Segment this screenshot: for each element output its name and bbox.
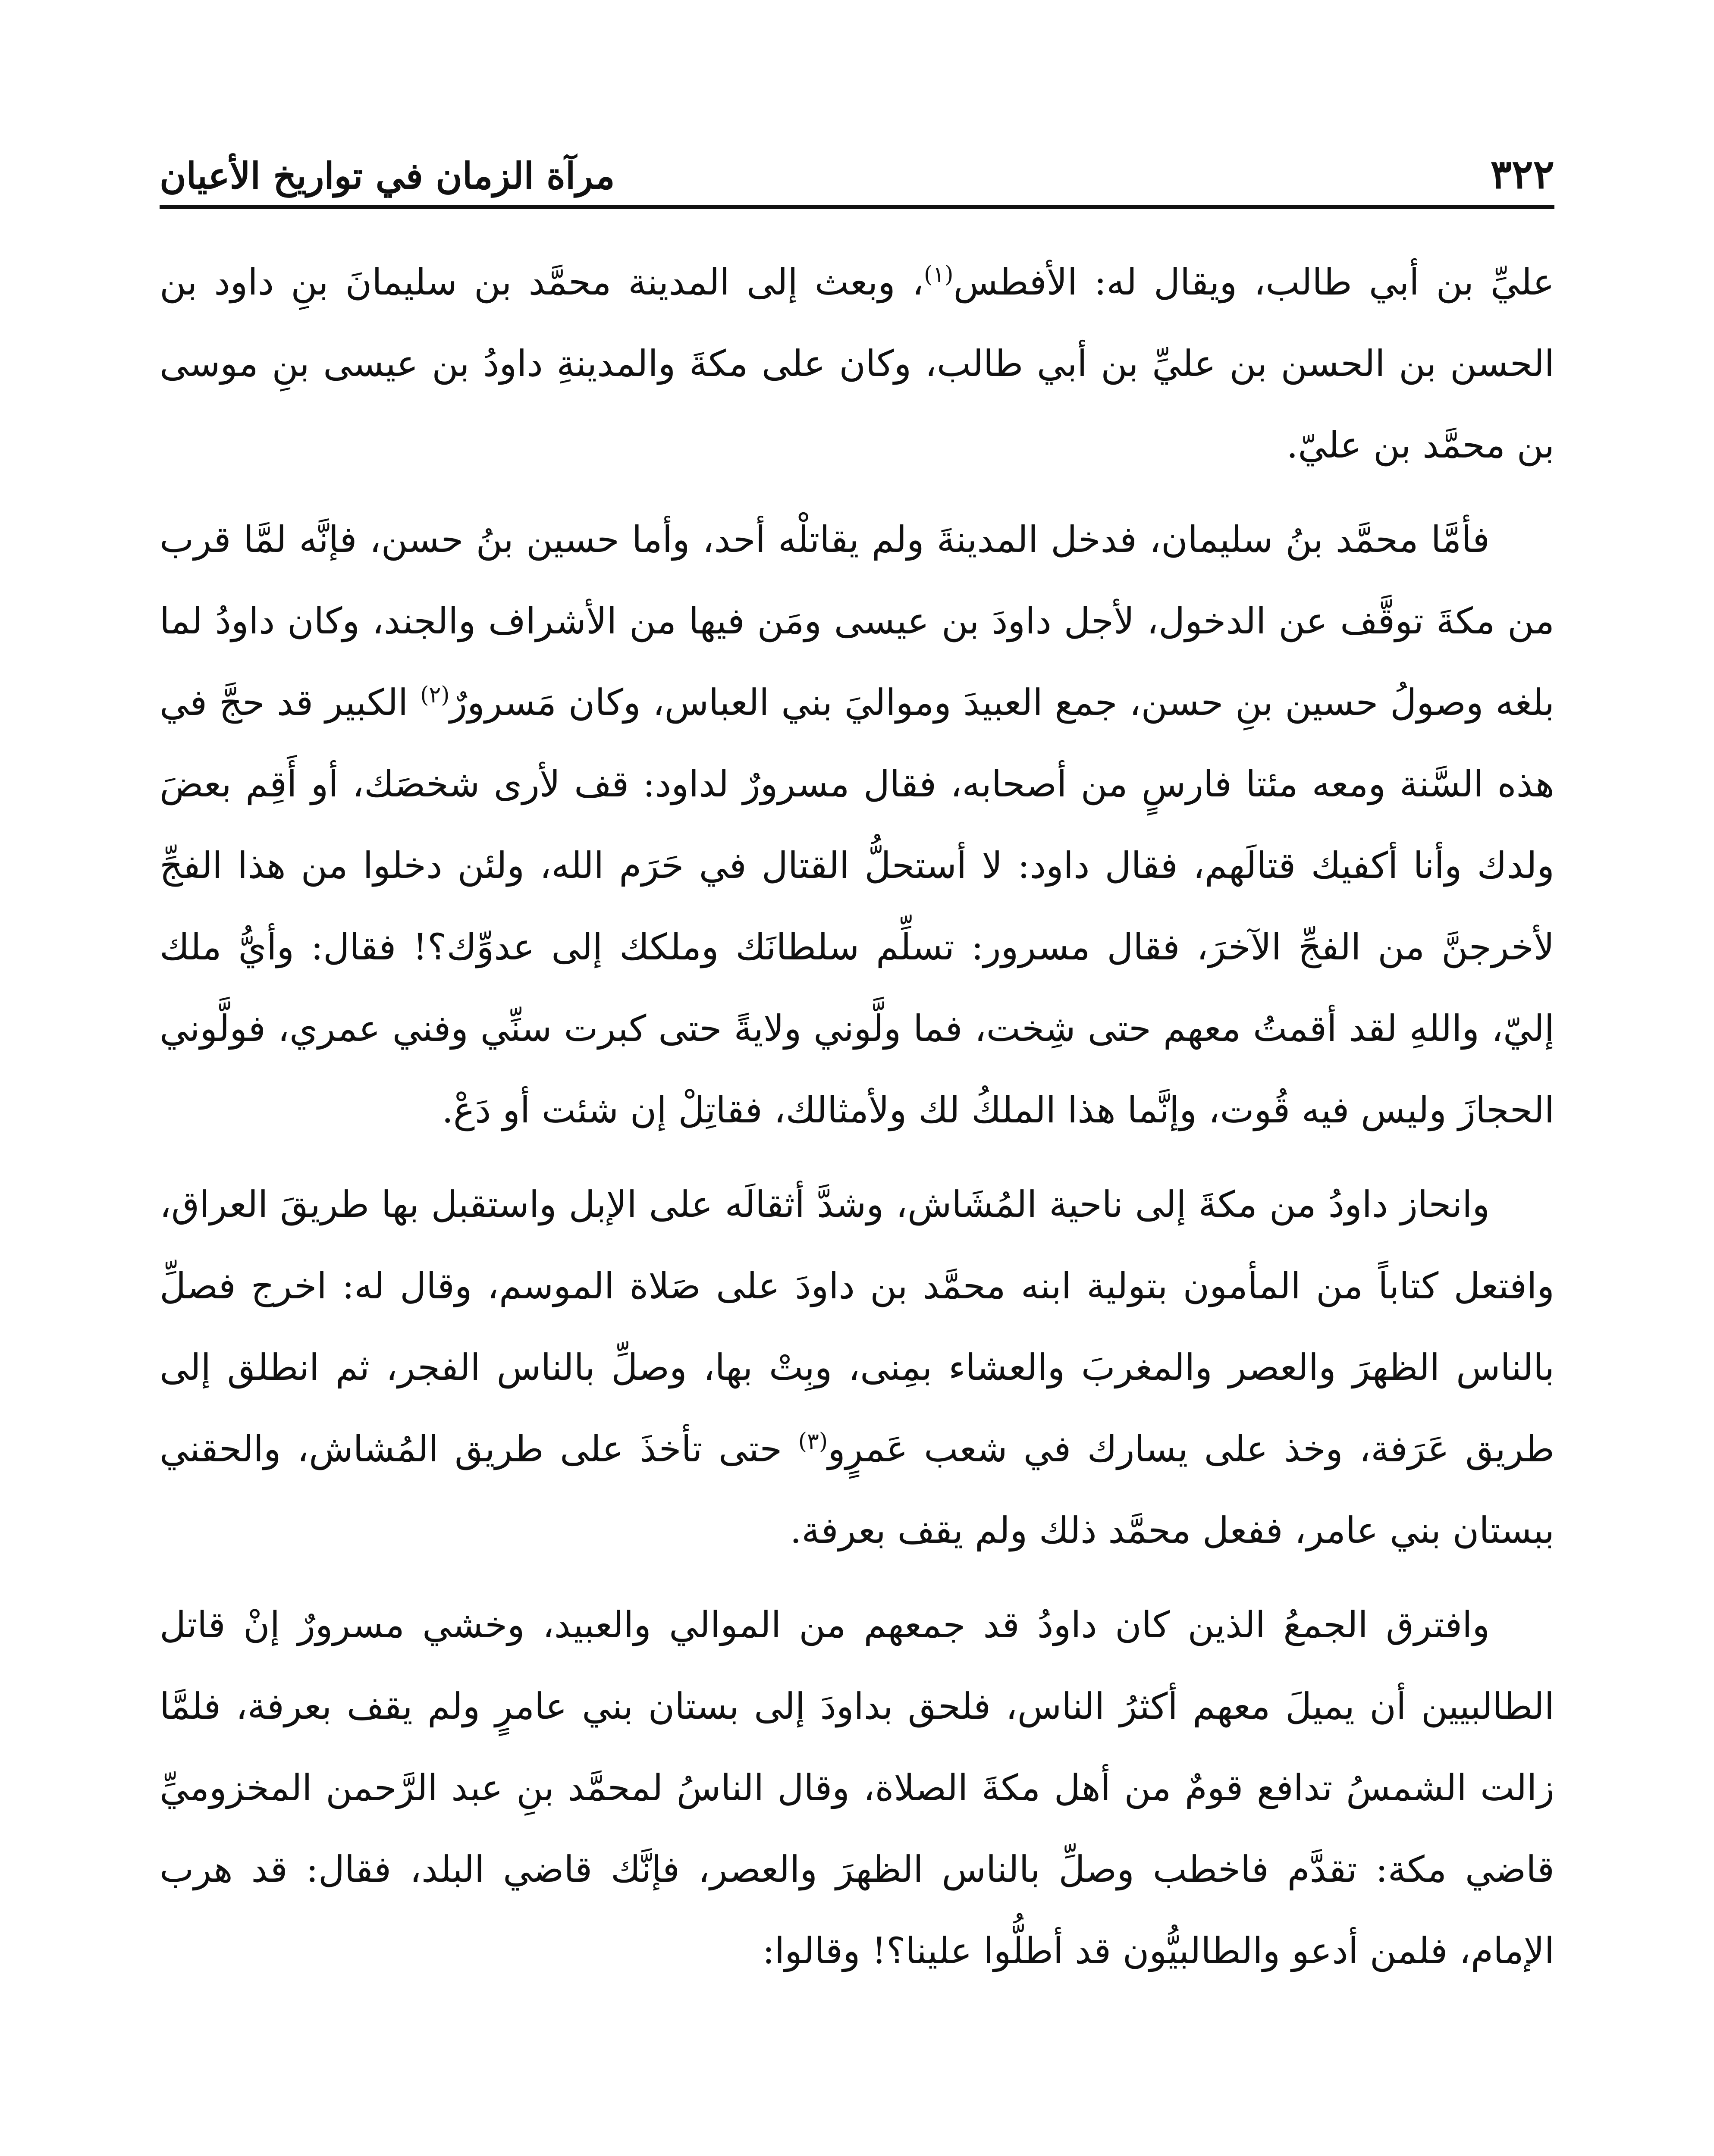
running-title: مرآة الزمان في تواريخ الأعيان	[160, 154, 615, 197]
paragraph: فأمَّا محمَّد بنُ سليمان، فدخل المدينةَ ولم يقاتلْه أحد، وأما حسين بنُ حسن، فإنَّه لمَّا قرب من مكةَ توقَّف عن الدخول، لأجل داودَ بن عيسى ومَن فيها من الأشراف والجند، وكان داودُ لما بلغه وصولُ حسين بنِ حسن، جمع العبيدَ ومواليَ بني العباس، وكان مَسرورٌ$^{(٢)}$ الكبير قد حجَّ في هذه السَّنة ومعه مئتا فارسٍ من أصحابه، فقال مسرورٌ لداود: قف لأرى شخصَك، أو أَقِم بعضَ ولدك وأنا أكفيك قتالَهم، فقال داود: لا أستحلُّ القتال في حَرَم الله، ولئن دخلوا من هذا الفجِّ لأخرجنَّ من الفجِّ الآخرَ، فقال مسرور: تسلِّم سلطانَك وملكك إلى عدوِّك؟! فقال: وأيُّ ملك إليّ، واللهِ لقد أقمتُ معهم حتى شِخت، فما ولَّوني ولايةً حتى كبرت سنِّي وفني عمري، فولَّوني الحجازَ وليس فيه قُوت، وإنَّما هذا الملكُ لك ولأمثالك، فقاتِلْ إن شئت أو دَعْ.	[160, 518, 1555, 1131]
paragraph: عليِّ بن أبي طالب، ويقال له: الأفطس$^{(١)}$، وبعث إلى المدينة محمَّد بن سليمانَ بنِ داود بن الحسن بن الحسن بن عليِّ بن أبي طالب، وكان على مكةَ والمدينةِ داودُ بن عيسى بنِ موسى بن محمَّد بن عليّ.	[160, 261, 1554, 466]
main-text	[160, 241, 1554, 2005]
footnote-reference: (٢)	[420, 682, 450, 708]
header-rule	[160, 205, 1554, 209]
page-number: ٣٢٢	[1490, 151, 1554, 197]
paragraph: وافترق الجمعُ الذين كان داودُ قد جمعهم من الموالي والعبيد، وخشي مسرورٌ إنْ قاتل الطالبيين أن يميلَ معهم أكثرُ الناس، فلحق بداودَ إلى بستان بني عامرٍ ولم يقف بعرفة، فلمَّا زالت الشمسُ تدافع قومٌ من أهل مكةَ الصلاة، وقال الناسُ لمحمَّد بنِ عبد الرَّحمن المخزوميِّ قاضي مكة: تقدَّم فاخطب وصلِّ بالناس الظهرَ والعصر، فإنَّك قاضي البلد، فقال: قد هرب الإمام، فلمن أدعو والطالبيُّون قد أطلُّوا علينا؟! وقالوا:	[160, 1604, 1554, 1972]
page-header	[160, 129, 1554, 197]
footnote-reference: (٣)	[798, 1429, 828, 1454]
footnote-reference: (١)	[923, 262, 954, 288]
paragraph: وانحاز داودُ من مكةَ إلى ناحية المُشَاش، وشدَّ أثقالَه على الإبل واستقبل بها طريقَ العراق، وافتعل كتاباً من المأمون بتولية ابنه محمَّد بن داودَ على صَلاة الموسم، وقال له: اخرج فصلِّ بالناس الظهرَ والعصر والمغربَ والعشاء بمِنى، وبِتْ بها، وصلِّ بالناس الفجر، ثم انطلق إلى طريق عَرَفة، وخذ على يسارك في شعب عَمرٍو$^{(٣)}$ حتى تأخذَ على طريق المُشاش، والحقني ببستان بني عامر، ففعل محمَّد ذلك ولم يقف بعرفة.	[160, 1183, 1555, 1551]
